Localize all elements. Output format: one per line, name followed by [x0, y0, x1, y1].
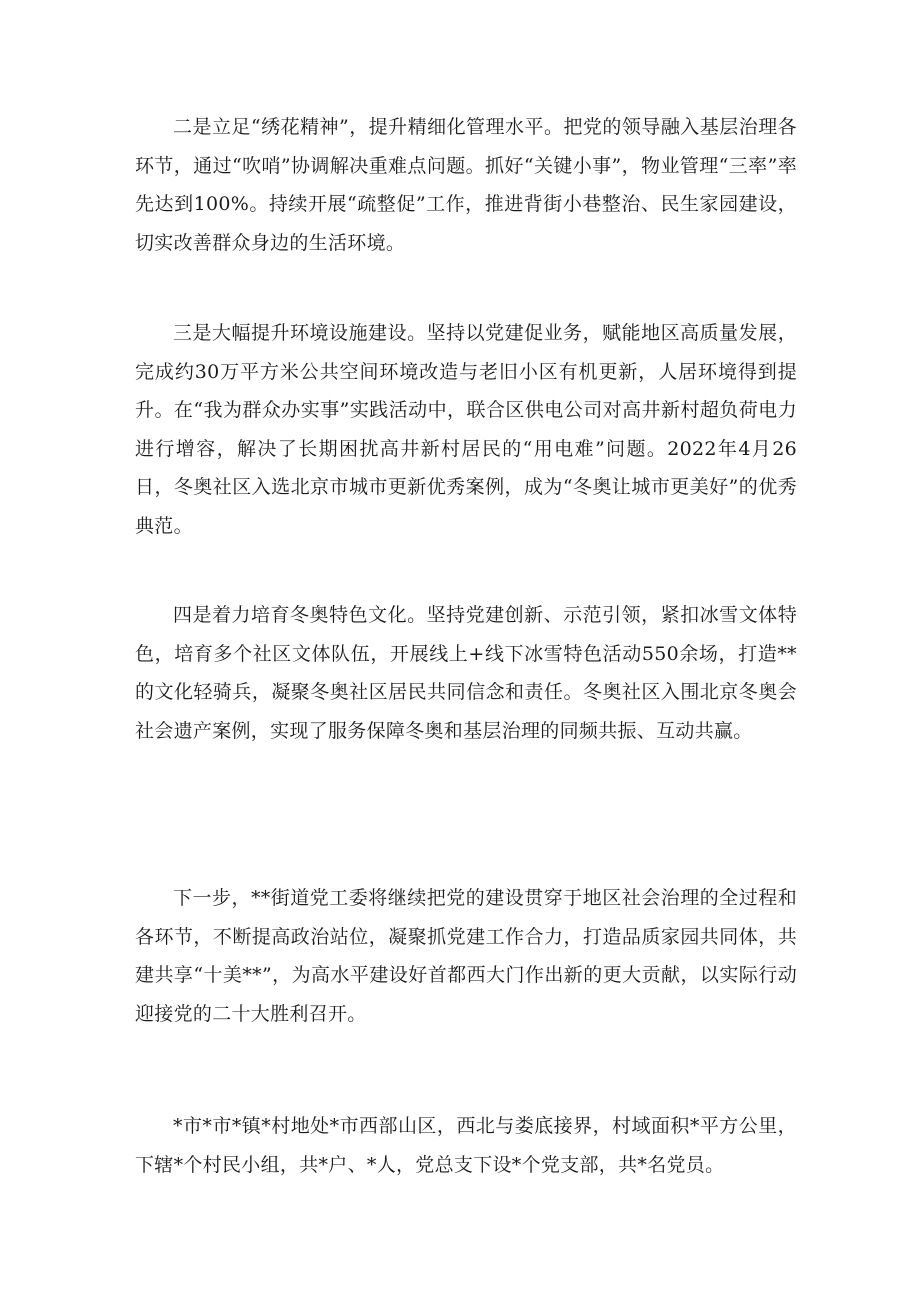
paragraph-embroidery-spirit: 二是立足“绣花精神”，提升精细化管理水平。把党的领导融入基层治理各环节，通过“吹哨”协调解决重难点问题。抓好“关键小事”，物业管理“三率”率先达到100%。持续开展“疏整促”工作，推进背街小巷整治、民生家园建设，切实改善群众身边的生活环境。	[135, 116, 797, 254]
paragraph-next-steps: 下一步，**街道党工委将继续把党的建设贯穿于地区社会治理的全过程和各环节，不断提高政治站位，凝聚抓党建工作合力，打造品质家园共同体，共建共享“十美**”，为高水平建设好首都西大门作出新的更大贡献，以实际行动迎接党的二十大胜利召开。	[135, 887, 797, 1025]
paragraph-winter-olympics-culture: 四是着力培育冬奥特色文化。坚持党建创新、示范引领，紧扣冰雪文体特色，培育多个社区文体队伍，开展线上+线下冰雪特色活动550余场，打造**的文化轻骑兵，凝聚冬奥社区居民共同信念和责任。冬奥社区入围北京冬奥会社会遗产案例，实现了服务保障冬奥和基层治理的同频共振、互动共赢。	[135, 604, 797, 742]
paragraph-environment-facilities: 三是大幅提升环境设施建设。坚持以党建促业务，赋能地区高质量发展，完成约30万平方米公共空间环境改造与老旧小区有机更新，人居环境得到提升。在“我为群众办实事”实践活动中，联合区供电公司对高井新村超负荷电力进行增容，解决了长期困扰高井新村居民的“用电难”问题。2022年4月26日，冬奥社区入选北京市城市更新优秀案例，成为“冬奥让城市更美好”的优秀典范。	[135, 322, 797, 537]
paragraph-village-overview: *市*市*镇*村地处*市西部山区，西北与娄底接界，村域面积*平方公里，下辖*个村民小组，共*户、*人，党总支下设*个党支部，共*名党员。	[135, 1115, 797, 1176]
